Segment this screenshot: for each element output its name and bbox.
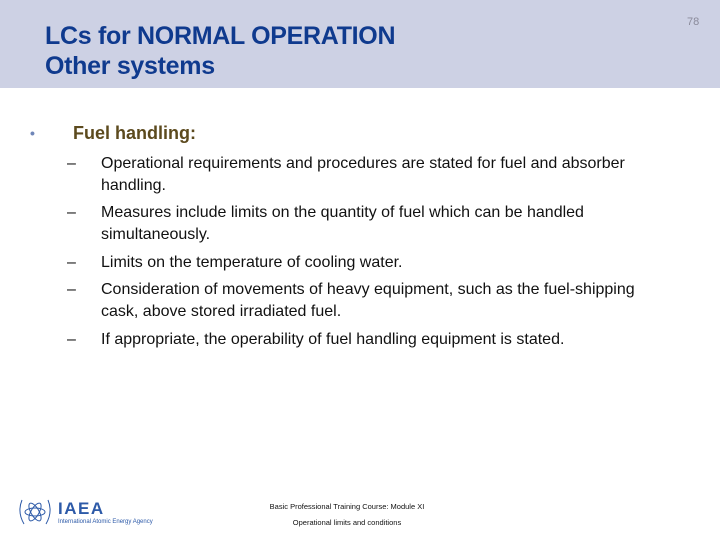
item-text: Operational requirements and procedures are stated for fuel and absorber handling. <box>101 155 625 194</box>
title-line-2: Other systems <box>45 52 215 80</box>
item-text: Limits on the temperature of cooling water. <box>101 254 403 271</box>
page-number: 78 <box>687 16 700 28</box>
title-line-1: LCs for NORMAL OPERATION <box>45 22 396 50</box>
dash-icon: – <box>67 281 76 298</box>
item-text: If appropriate, the operability of fuel handling equipment is stated. <box>101 331 565 348</box>
iaea-logo <box>16 494 166 530</box>
dash-icon: – <box>67 204 76 221</box>
footer-topic: Operational limits and conditions <box>292 518 402 527</box>
dash-icon: – <box>67 254 76 271</box>
slide-title <box>45 21 395 81</box>
dash-icon: – <box>67 331 76 348</box>
bullet-icon: • <box>30 125 35 141</box>
header-band <box>0 0 720 88</box>
bullet-label: Fuel handling: <box>73 123 196 143</box>
dash-icon: – <box>67 155 76 172</box>
logo-subtitle: International Atomic Energy Agency <box>58 519 153 525</box>
logo-text: IAEA <box>58 499 105 518</box>
item-text: Measures include limits on the quantity of fuel which can be handled simultaneously. <box>101 204 584 243</box>
footer-course: Basic Professional Training Course: Module XI <box>269 502 425 511</box>
iaea-emblem-icon <box>16 494 54 530</box>
item-text: Consideration of movements of heavy equipment, such as the fuel-shipping cask, above stored irradiated fuel. <box>101 281 635 320</box>
